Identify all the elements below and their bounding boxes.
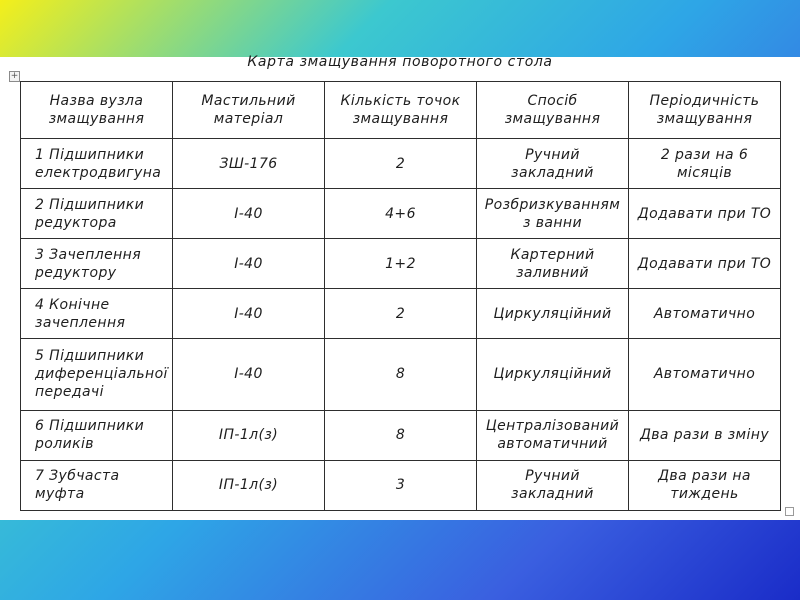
cell-point-count [325, 289, 477, 339]
cell-point-count [325, 339, 477, 411]
cell-method [477, 189, 629, 239]
cell-periodicity [629, 339, 781, 411]
resize-handle-icon[interactable] [785, 507, 794, 516]
table-title: Карта змащування поворотного стола [247, 54, 553, 70]
cell-text-line: І-40 [234, 366, 263, 383]
cell-text-line: Централізований [485, 418, 620, 435]
cell-text-line: змащування [352, 111, 449, 127]
cell-text-line: 2 [395, 305, 406, 322]
cell-text-line: закладний [511, 164, 594, 181]
cell-text-line: диференціальної [35, 366, 168, 383]
cell-point-count [325, 460, 477, 510]
cell-method [477, 289, 629, 339]
cell-text-line: 2 [395, 155, 406, 172]
cell-text-line: Циркуляційний [493, 305, 612, 322]
cell-text-line: з ванни [523, 214, 582, 231]
cell-text-line: змащування [48, 111, 145, 127]
cell-text-line: Циркуляційний [493, 366, 612, 383]
cell-text-line: автоматичний [497, 436, 608, 453]
cell-text-line: 2 рази на 6 [660, 146, 749, 163]
cell-text-line: Автоматично [653, 305, 756, 322]
cell-node-name [21, 460, 173, 510]
cell-node-name [21, 339, 173, 411]
table-row [21, 139, 781, 189]
cell-text-line: заливний [516, 264, 589, 281]
cell-lubricant [173, 139, 325, 189]
cell-text-line: 6 Підшипники [35, 418, 145, 435]
cell-text-line: муфта [35, 486, 85, 503]
document-sheet [0, 54, 800, 520]
cell-text-line: Ручний [525, 468, 580, 485]
cell-text-line: матеріал [213, 111, 284, 127]
header-method [477, 82, 629, 139]
cell-method [477, 460, 629, 510]
cell-text-line: 1+2 [385, 255, 416, 272]
cell-periodicity [629, 460, 781, 510]
cell-text-line: ЗШ-176 [219, 155, 278, 172]
cell-text-line: Два рази на [658, 468, 751, 485]
cell-lubricant [173, 339, 325, 411]
cell-text-line: Додавати при ТО [637, 255, 772, 272]
header-lubricant [173, 82, 325, 139]
header-point-count [325, 82, 477, 139]
cell-text-line: закладний [511, 486, 594, 503]
cell-lubricant [173, 189, 325, 239]
cell-text-line: Розбризкуванням [484, 196, 621, 213]
table-row [21, 460, 781, 510]
cell-text-line: Спосіб змащування [504, 93, 601, 127]
cell-text-line: тиждень [670, 486, 739, 503]
cell-point-count [325, 139, 477, 189]
cell-node-name [21, 289, 173, 339]
cell-periodicity [629, 139, 781, 189]
cell-lubricant [173, 460, 325, 510]
cell-text-line: змащування [656, 111, 753, 127]
lubrication-table [20, 81, 781, 511]
table-row [21, 339, 781, 411]
cell-node-name [21, 139, 173, 189]
table-row [21, 410, 781, 460]
cell-text-line: Ручний [525, 146, 580, 163]
cell-node-name [21, 410, 173, 460]
cell-periodicity [629, 189, 781, 239]
table-row [21, 289, 781, 339]
cell-periodicity [629, 239, 781, 289]
cell-text-line: редуктору [35, 264, 117, 281]
cell-lubricant [173, 410, 325, 460]
cell-text-line: 1 Підшипники [35, 146, 145, 163]
cell-text-line: 4+6 [385, 205, 416, 222]
cell-periodicity [629, 410, 781, 460]
cell-point-count [325, 189, 477, 239]
cell-text-line: місяців [676, 164, 733, 181]
cell-text-line: редуктора [35, 214, 117, 231]
cell-text-line: 8 [395, 427, 406, 444]
cell-text-line: Автоматично [653, 366, 756, 383]
cell-text-line: Картерний [510, 246, 595, 263]
cell-text-line: 5 Підшипники [35, 348, 145, 365]
cell-lubricant [173, 239, 325, 289]
cell-text-line: Назва вузла [49, 93, 144, 109]
cell-text-line: І-40 [234, 305, 263, 322]
table-header-row [21, 82, 781, 139]
cell-text-line: І-40 [234, 255, 263, 272]
cell-point-count [325, 410, 477, 460]
cell-node-name [21, 189, 173, 239]
header-node-name [21, 82, 173, 139]
cell-text-line: 3 Зачеплення [35, 246, 142, 263]
cell-point-count [325, 239, 477, 289]
cell-method [477, 339, 629, 411]
cell-text-line: Додавати при ТО [637, 205, 772, 222]
cell-method [477, 239, 629, 289]
cell-text-line: передачі [35, 384, 104, 401]
table-move-handle-icon[interactable]: + [10, 71, 19, 81]
cell-text-line: роликів [35, 436, 94, 453]
cell-text-line: Періодичність [649, 93, 760, 109]
cell-text-line: Кількість точок [340, 93, 461, 109]
cell-text-line: ІП-1л(з) [218, 427, 279, 444]
cell-text-line: 7 Зубчаста [35, 468, 120, 485]
cell-text-line: 3 [395, 477, 406, 494]
cell-text-line: 4 Конічне [35, 296, 110, 313]
cell-lubricant [173, 289, 325, 339]
cell-node-name [21, 239, 173, 289]
cell-method [477, 139, 629, 189]
cell-method [477, 410, 629, 460]
cell-periodicity [629, 289, 781, 339]
cell-text-line: Мастильний [201, 93, 296, 109]
header-periodicity [629, 82, 781, 139]
cell-text-line: 2 Підшипники [35, 196, 145, 213]
table-row [21, 239, 781, 289]
cell-text-line: ІП-1л(з) [218, 477, 279, 494]
cell-text-line: зачеплення [35, 314, 126, 331]
cell-text-line: Два рази в зміну [639, 427, 770, 444]
cell-text-line: 8 [395, 366, 406, 383]
cell-text-line: І-40 [234, 205, 263, 222]
cell-text-line: електродвигуна [35, 164, 162, 181]
table-row [21, 189, 781, 239]
